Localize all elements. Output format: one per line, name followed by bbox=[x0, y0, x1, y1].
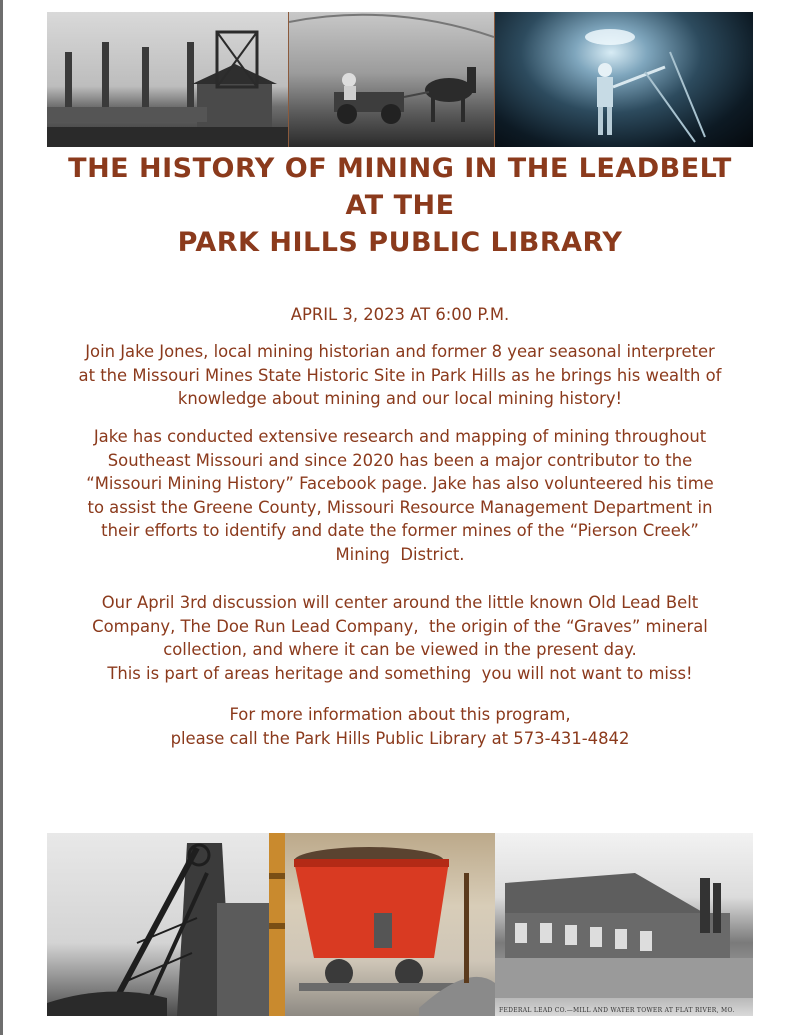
text-line: at the Missouri Mines State Historic Site in Park Hills as he brings his wealth of bbox=[78, 365, 722, 385]
mill-photo-caption: FEDERAL LEAD CO.—MILL AND WATER TOWER AT FLAT RIVER, MO. bbox=[499, 1007, 735, 1014]
title-line-1: THE HISTORY OF MINING IN THE LEADBELT bbox=[68, 153, 732, 184]
top-photo-strip bbox=[47, 12, 753, 147]
text-line: Mining District. bbox=[335, 544, 465, 564]
text-line: collection, and where it can be viewed in the present day. bbox=[163, 640, 637, 659]
bottom-photo-strip bbox=[47, 833, 753, 1016]
background-paragraph bbox=[40, 425, 760, 566]
smokestacks-photo-icon bbox=[47, 12, 288, 147]
text-line: “Missouri Mining History” Facebook page. Jake has also volunteered his time bbox=[86, 474, 714, 493]
miner-drill-photo-icon bbox=[495, 12, 753, 147]
headframe-photo-icon bbox=[47, 833, 269, 1016]
title-line-2: AT THE bbox=[345, 190, 455, 221]
discussion-paragraph bbox=[40, 591, 760, 685]
mule-cart-photo-icon bbox=[288, 12, 494, 147]
text-line: to assist the Greene County, Missouri Resource Management Department in bbox=[87, 497, 713, 517]
event-date: APRIL 3, 2023 AT 6:00 P.M. bbox=[290, 305, 510, 324]
mill-photo-icon bbox=[495, 833, 753, 1016]
text-line: Southeast Missouri and since 2020 has been a major contributor to the bbox=[107, 450, 693, 470]
text-line: Our April 3rd discussion will center around the little known Old Lead Belt bbox=[101, 593, 699, 612]
event-title bbox=[0, 150, 800, 261]
text-line: For more information about this program, bbox=[229, 705, 571, 724]
text-line: Jake has conducted extensive research and mapping of mining throughout bbox=[93, 427, 707, 446]
intro-paragraph bbox=[40, 340, 760, 411]
text-line: This is part of areas heritage and something you will not want to miss! bbox=[107, 663, 693, 683]
text-line: Join Jake Jones, local mining historian and former 8 year seasonal interpreter bbox=[85, 342, 715, 361]
ore-cart-photo-icon bbox=[269, 833, 495, 1016]
text-line: knowledge about mining and our local mining history! bbox=[177, 389, 623, 408]
contact-paragraph bbox=[40, 703, 760, 750]
text-line: their efforts to identify and date the former mines of the “Pierson Creek” bbox=[101, 521, 699, 540]
title-line-3: PARK HILLS PUBLIC LIBRARY bbox=[177, 227, 623, 258]
contact-phone-line: please call the Park Hills Public Library at 573-431-4842 bbox=[170, 728, 630, 748]
text-line: Company, The Doe Run Lead Company, the origin of the “Graves” mineral bbox=[92, 616, 708, 636]
